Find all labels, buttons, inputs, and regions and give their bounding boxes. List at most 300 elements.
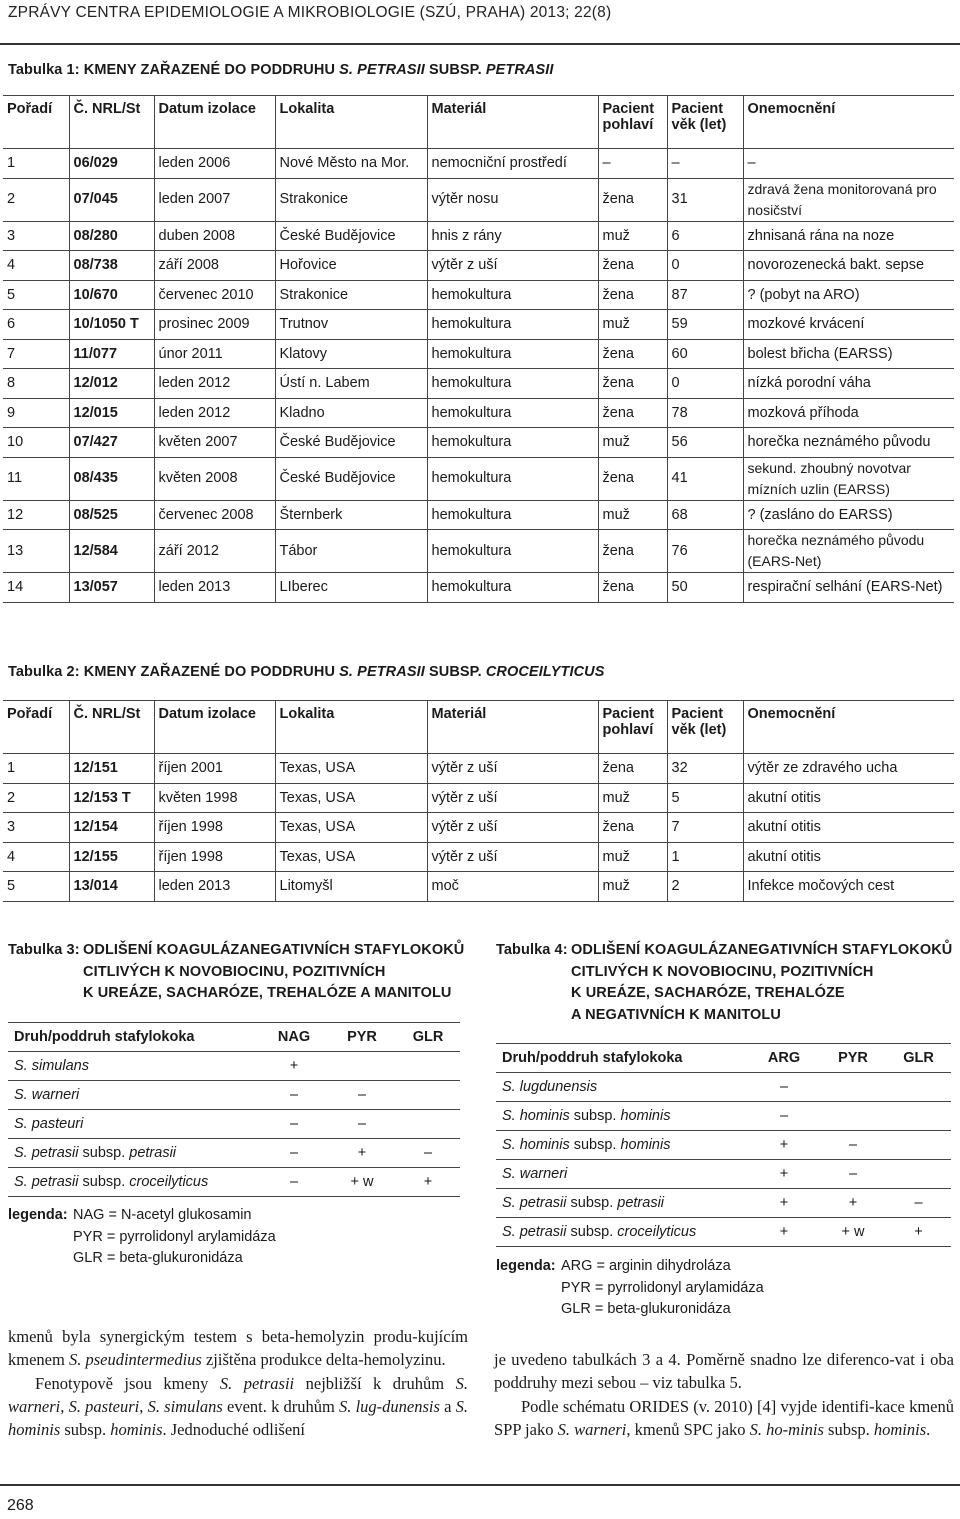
nrl-cell: 08/280	[69, 221, 154, 251]
subspecies-name: croceilyticus	[129, 1174, 209, 1190]
diagnosis-cell: akutní otitis	[743, 783, 954, 813]
diagnosis-cell: zdravá žena monitorovaná pro nosičství	[743, 178, 954, 221]
table-header-row	[3, 96, 954, 149]
nrl-cell: 08/525	[69, 500, 154, 530]
text-run: Fenotypově jsou kmeny	[35, 1373, 220, 1393]
text-run: nejbližší k druhům	[294, 1373, 456, 1393]
test-result-cell	[820, 1073, 886, 1102]
material-cell: výtěr z uší	[427, 813, 598, 843]
species-name: S. pseudintermedius	[68, 1350, 202, 1370]
age-cell: 31	[667, 178, 743, 221]
sex-cell: muž	[598, 310, 667, 340]
table-row	[496, 1160, 951, 1189]
location-cell: Texas, USA	[275, 754, 427, 784]
sex-cell: žena	[598, 369, 667, 399]
material-cell: hemokultura	[427, 530, 598, 573]
order-cell: 2	[3, 783, 69, 813]
material-cell: hemokultura	[427, 310, 598, 340]
nrl-cell: 12/153 T	[69, 783, 154, 813]
age-cell: 60	[667, 339, 743, 369]
table-row	[3, 783, 954, 813]
column-header: Pořadí	[3, 701, 69, 754]
material-cell: hemokultura	[427, 339, 598, 369]
diagnosis-cell: –	[743, 149, 954, 179]
table4-caption-line: ODLIŠENÍ KOAGULÁZANEGATIVNÍCH STAFYLOKOKŮ	[571, 942, 953, 958]
age-cell: 0	[667, 369, 743, 399]
species-name: S. warneri	[14, 1087, 80, 1103]
order-cell: 3	[3, 813, 69, 843]
test-result-cell: +	[396, 1168, 460, 1197]
table3-caption-line: K UREÁZE, SACHARÓZE, TREHALÓZE A MANITOLU	[83, 985, 452, 1001]
subspecies-name: hominis	[620, 1137, 671, 1153]
table2	[3, 700, 954, 902]
table4-caption-line: A NEGATIVNÍCH K MANITOLU	[571, 1006, 781, 1023]
location-cell: Ústí n. Labem	[275, 369, 427, 399]
date-cell: leden 2012	[154, 369, 275, 399]
column-header: Lokalita	[275, 96, 427, 149]
age-cell: 59	[667, 310, 743, 340]
column-header: NAG	[260, 1023, 328, 1052]
species-name: S. petrasii	[219, 1373, 295, 1393]
table-header-row	[3, 701, 954, 754]
header-rule	[0, 43, 960, 45]
date-cell: červenec 2008	[154, 500, 275, 530]
table-row	[496, 1073, 951, 1102]
date-cell: duben 2008	[154, 221, 275, 251]
order-cell: 4	[3, 842, 69, 872]
material-cell: hemokultura	[427, 369, 598, 399]
sex-cell: muž	[598, 842, 667, 872]
order-cell: 14	[3, 573, 69, 603]
nrl-cell: 12/012	[69, 369, 154, 399]
body-paragraph	[494, 1395, 954, 1442]
order-cell: 7	[3, 339, 69, 369]
legend-line: NAG = N-acetyl glukosamin	[73, 1207, 252, 1223]
table2-caption-subsp: SUBSP.	[424, 664, 486, 680]
location-cell: Texas, USA	[275, 783, 427, 813]
subspecies-name: petrasii	[617, 1195, 665, 1211]
age-cell: 0	[667, 251, 743, 281]
column-header: Datum izolace	[154, 96, 275, 149]
date-cell: květen 1998	[154, 783, 275, 813]
test-result-cell: –	[748, 1102, 820, 1131]
location-cell: Tábor	[275, 530, 427, 573]
material-cell: hemokultura	[427, 428, 598, 458]
body-paragraph	[8, 1372, 468, 1442]
test-result-cell: –	[820, 1160, 886, 1189]
age-cell: 56	[667, 428, 743, 458]
species-cell	[496, 1218, 748, 1247]
sex-cell: žena	[598, 280, 667, 310]
order-cell: 4	[3, 251, 69, 281]
table2-caption	[8, 664, 605, 680]
table-row	[3, 398, 954, 428]
diagnosis-cell: nízká porodní váha	[743, 369, 954, 399]
species-cell	[8, 1081, 260, 1110]
diagnosis-cell: novorozenecká bakt. sepse	[743, 251, 954, 281]
test-result-cell: –	[328, 1081, 396, 1110]
species-name: S. warneri	[557, 1419, 627, 1439]
subspecies-name: croceilyticus	[617, 1224, 697, 1240]
order-cell: 1	[3, 149, 69, 179]
text-run: . Jednoduché odlišení	[162, 1420, 306, 1440]
nrl-cell: 11/077	[69, 339, 154, 369]
table-row	[3, 813, 954, 843]
table1-caption-species: S. PETRASII	[339, 62, 425, 78]
text-run: , kmenů SPC jako	[626, 1419, 750, 1439]
text-run: event. k druhům	[222, 1396, 340, 1416]
diagnosis-cell: horečka neznámého původu	[743, 428, 954, 458]
table1-caption-subsp: SUBSP.	[424, 62, 486, 78]
material-cell: výtěr z uší	[427, 754, 598, 784]
location-cell: LIberec	[275, 573, 427, 603]
material-cell: výtěr z uší	[427, 251, 598, 281]
species-name: S. petrasii	[502, 1195, 567, 1211]
species-cell	[496, 1189, 748, 1218]
table-row	[8, 1139, 460, 1168]
table2-caption-species: S. PETRASII	[339, 664, 425, 680]
location-cell: Šternberk	[275, 500, 427, 530]
species-name: S. hominis	[502, 1137, 570, 1153]
column-header: Materiál	[427, 701, 598, 754]
nrl-cell: 12/015	[69, 398, 154, 428]
text-run: zjištěna produkce delta-hemolyzinu.	[201, 1350, 446, 1370]
table-row	[3, 339, 954, 369]
legend-line: PYR = pyrrolidonyl arylamidáza	[561, 1279, 764, 1296]
location-cell: Strakonice	[275, 178, 427, 221]
column-header: Datum izolace	[154, 701, 275, 754]
material-cell: výtěr nosu	[427, 178, 598, 221]
order-cell: 5	[3, 872, 69, 902]
location-cell: Texas, USA	[275, 813, 427, 843]
age-cell: 41	[667, 457, 743, 500]
material-cell: výtěr z uší	[427, 783, 598, 813]
table-row	[3, 149, 954, 179]
diagnosis-cell: sekund. zhoubný novotvar mízních uzlin (EARSS)	[743, 457, 954, 500]
nrl-cell: 12/155	[69, 842, 154, 872]
diagnosis-cell: bolest břicha (EARSS)	[743, 339, 954, 369]
test-result-cell: –	[886, 1189, 951, 1218]
test-result-cell: –	[260, 1168, 328, 1197]
running-header: ZPRÁVY CENTRA EPIDEMIOLOGIE A MIKROBIOLOGIE (SZÚ, PRAHA) 2013; 22(8)	[8, 4, 612, 21]
location-cell: Trutnov	[275, 310, 427, 340]
sex-cell: muž	[598, 500, 667, 530]
table-row	[3, 457, 954, 500]
test-result-cell: +	[260, 1052, 328, 1081]
date-cell: říjen 1998	[154, 813, 275, 843]
table4	[496, 1043, 951, 1247]
table-row	[8, 1110, 460, 1139]
sex-cell: žena	[598, 339, 667, 369]
date-cell: říjen 1998	[154, 842, 275, 872]
page-number: 268	[7, 1497, 34, 1514]
table-row	[3, 872, 954, 902]
nrl-cell: 10/670	[69, 280, 154, 310]
species-cell	[8, 1168, 260, 1197]
age-cell: 7	[667, 813, 743, 843]
species-name: S. petrasii	[14, 1174, 79, 1190]
test-result-cell: + w	[328, 1168, 396, 1197]
date-cell: květen 2008	[154, 457, 275, 500]
location-cell: České Budějovice	[275, 221, 427, 251]
date-cell: květen 2007	[154, 428, 275, 458]
sex-cell: žena	[598, 251, 667, 281]
table-header-row	[496, 1044, 951, 1073]
date-cell: leden 2013	[154, 573, 275, 603]
sex-cell: žena	[598, 754, 667, 784]
test-result-cell: –	[260, 1139, 328, 1168]
table1	[3, 95, 954, 603]
column-header: Č. NRL/St	[69, 96, 154, 149]
nrl-cell: 12/584	[69, 530, 154, 573]
test-result-cell: –	[748, 1073, 820, 1102]
age-cell: 2	[667, 872, 743, 902]
table-row	[3, 842, 954, 872]
order-cell: 9	[3, 398, 69, 428]
species-name: S. warneri	[502, 1166, 568, 1182]
test-result-cell: –	[820, 1131, 886, 1160]
text-run: kmenů byla synergickým testem s beta-hemolyzin produ-kujícím kmenem	[8, 1327, 468, 1370]
species-name: S. ho-minis	[749, 1419, 824, 1439]
age-cell: 5	[667, 783, 743, 813]
footer-rule	[0, 1484, 960, 1486]
subsp-label: subsp.	[78, 1145, 130, 1161]
sex-cell: muž	[598, 783, 667, 813]
material-cell: hemokultura	[427, 398, 598, 428]
order-cell: 6	[3, 310, 69, 340]
location-cell: Hořovice	[275, 251, 427, 281]
table-row	[3, 754, 954, 784]
diagnosis-cell: mozkové krvácení	[743, 310, 954, 340]
test-result-cell: +	[820, 1189, 886, 1218]
nrl-cell: 06/029	[69, 149, 154, 179]
sex-cell: žena	[598, 813, 667, 843]
legend-label: legenda:	[496, 1258, 556, 1274]
column-header: PYR	[820, 1044, 886, 1073]
text-run: a	[439, 1396, 456, 1416]
table4-caption-label: Tabulka 4:	[496, 942, 568, 958]
species-cell	[8, 1139, 260, 1168]
species-name: hominis	[110, 1420, 163, 1440]
order-cell: 10	[3, 428, 69, 458]
column-header: PYR	[328, 1023, 396, 1052]
test-result-cell: +	[748, 1189, 820, 1218]
body-text-right	[494, 1348, 954, 1441]
location-cell: České Budějovice	[275, 457, 427, 500]
column-header: Č. NRL/St	[69, 701, 154, 754]
table3	[8, 1022, 460, 1197]
order-cell: 5	[3, 280, 69, 310]
species-name: S. lug-dunensis	[339, 1396, 440, 1416]
nrl-cell: 07/427	[69, 428, 154, 458]
date-cell: leden 2007	[154, 178, 275, 221]
table-row	[3, 530, 954, 573]
diagnosis-cell: akutní otitis	[743, 813, 954, 843]
species-name: S. lugdunensis	[502, 1079, 598, 1095]
order-cell: 3	[3, 221, 69, 251]
table-row	[3, 178, 954, 221]
location-cell: Kladno	[275, 398, 427, 428]
species-name: S. hominis	[8, 1396, 469, 1440]
test-result-cell: –	[260, 1081, 328, 1110]
table3-caption-line: CITLIVÝCH K NOVOBIOCINU, POZITIVNÍCH	[83, 963, 386, 980]
date-cell: prosinec 2009	[154, 310, 275, 340]
body-paragraph: je uvedeno tabulkách 3 a 4. Poměrně snadno lze diferenco-vat i oba poddruhy mezi sebou – viz tabulka 5.	[494, 1350, 954, 1393]
nrl-cell: 12/151	[69, 754, 154, 784]
age-cell: 68	[667, 500, 743, 530]
table1-caption	[8, 62, 554, 78]
table-row	[8, 1168, 460, 1197]
text-run: Podle schématu ORIDES (v. 2010) [4] vyjde identifi-kace kmenů SPP jako	[494, 1396, 954, 1439]
sex-cell: žena	[598, 530, 667, 573]
age-cell: 87	[667, 280, 743, 310]
nrl-cell: 08/738	[69, 251, 154, 281]
legend-label: legenda:	[8, 1207, 68, 1223]
age-cell: 32	[667, 754, 743, 784]
column-header: Pacient věk (let)	[667, 701, 743, 754]
date-cell: září 2008	[154, 251, 275, 281]
diagnosis-cell: horečka neznámého původu (EARS-Net)	[743, 530, 954, 573]
location-cell: Strakonice	[275, 280, 427, 310]
order-cell: 13	[3, 530, 69, 573]
date-cell: říjen 2001	[154, 754, 275, 784]
sex-cell: žena	[598, 178, 667, 221]
test-result-cell: +	[748, 1160, 820, 1189]
species-name: S. petrasii	[502, 1224, 567, 1240]
legend-line: GLR = beta-glukuronidáza	[73, 1250, 243, 1266]
nrl-cell: 08/435	[69, 457, 154, 500]
test-result-cell: + w	[820, 1218, 886, 1247]
test-result-cell: –	[328, 1110, 396, 1139]
table-row	[3, 251, 954, 281]
sex-cell: muž	[598, 872, 667, 902]
table-row	[3, 428, 954, 458]
age-cell: 76	[667, 530, 743, 573]
text-run: ,	[139, 1396, 148, 1416]
date-cell: únor 2011	[154, 339, 275, 369]
age-cell: 50	[667, 573, 743, 603]
table-row	[8, 1052, 460, 1081]
table-row	[496, 1102, 951, 1131]
test-result-cell	[886, 1102, 951, 1131]
sex-cell: muž	[598, 221, 667, 251]
nrl-cell: 13/057	[69, 573, 154, 603]
location-cell: Litomyšl	[275, 872, 427, 902]
legend-line: ARG = arginin dihydroláza	[561, 1258, 731, 1274]
nrl-cell: 07/045	[69, 178, 154, 221]
date-cell: leden 2006	[154, 149, 275, 179]
species-cell	[496, 1102, 748, 1131]
table3-caption	[8, 940, 464, 1005]
table-row	[3, 221, 954, 251]
sex-cell: –	[598, 149, 667, 179]
test-result-cell	[328, 1052, 396, 1081]
table-row	[3, 500, 954, 530]
subsp-label: subsp.	[569, 1137, 621, 1153]
test-result-cell	[886, 1160, 951, 1189]
species-cell	[8, 1110, 260, 1139]
column-header: GLR	[396, 1023, 460, 1052]
location-cell: Klatovy	[275, 339, 427, 369]
date-cell: červenec 2010	[154, 280, 275, 310]
test-result-cell	[886, 1073, 951, 1102]
material-cell: výtěr z uší	[427, 842, 598, 872]
body-paragraph	[8, 1325, 468, 1372]
table3-caption-label: Tabulka 3:	[8, 942, 80, 958]
table-row	[496, 1189, 951, 1218]
diagnosis-cell: Infekce močových cest	[743, 872, 954, 902]
column-header: Druh/poddruh stafylokoka	[496, 1044, 748, 1073]
sex-cell: žena	[598, 573, 667, 603]
species-name: hominis	[873, 1419, 927, 1439]
text-run: subsp.	[60, 1420, 111, 1440]
test-result-cell: +	[328, 1139, 396, 1168]
sex-cell: žena	[598, 398, 667, 428]
table4-caption-line: K UREÁZE, SACHARÓZE, TREHALÓZE	[571, 985, 845, 1001]
table4-caption-line: CITLIVÝCH K NOVOBIOCINU, POZITIVNÍCH	[571, 963, 874, 980]
body-text-left	[8, 1325, 468, 1441]
test-result-cell: –	[260, 1110, 328, 1139]
species-cell	[496, 1131, 748, 1160]
material-cell: hemokultura	[427, 457, 598, 500]
nrl-cell: 13/014	[69, 872, 154, 902]
table3-caption-line: ODLIŠENÍ KOAGULÁZANEGATIVNÍCH STAFYLOKOKŮ	[83, 942, 465, 958]
text-run: ,	[60, 1396, 69, 1416]
sex-cell: žena	[598, 457, 667, 500]
species-cell	[496, 1073, 748, 1102]
diagnosis-cell: ? (pobyt na ARO)	[743, 280, 954, 310]
subsp-label: subsp.	[569, 1108, 621, 1124]
nrl-cell: 10/1050 T	[69, 310, 154, 340]
material-cell: nemocniční prostředí	[427, 149, 598, 179]
column-header: GLR	[886, 1044, 951, 1073]
table3-legend	[8, 1205, 276, 1270]
test-result-cell	[396, 1110, 460, 1139]
order-cell: 2	[3, 178, 69, 221]
table1-caption-pre: Tabulka 1: KMENY ZAŘAZENÉ DO PODDRUHU	[8, 62, 340, 78]
table-row	[496, 1131, 951, 1160]
date-cell: leden 2012	[154, 398, 275, 428]
location-cell: České Budějovice	[275, 428, 427, 458]
column-header: Onemocnění	[743, 701, 954, 754]
diagnosis-cell: respirační selhání (EARS-Net)	[743, 573, 954, 603]
subspecies-name: petrasii	[129, 1145, 177, 1161]
table-row	[3, 369, 954, 399]
age-cell: 6	[667, 221, 743, 251]
column-header: Pacient pohlaví	[598, 701, 667, 754]
material-cell: hnis z rány	[427, 221, 598, 251]
table-row	[496, 1218, 951, 1247]
order-cell: 1	[3, 754, 69, 784]
material-cell: moč	[427, 872, 598, 902]
column-header: Druh/poddruh stafylokoka	[8, 1023, 260, 1052]
test-result-cell	[396, 1081, 460, 1110]
order-cell: 11	[3, 457, 69, 500]
age-cell: 78	[667, 398, 743, 428]
species-name: S. warneri	[8, 1373, 468, 1416]
nrl-cell: 12/154	[69, 813, 154, 843]
test-result-cell	[396, 1052, 460, 1081]
diagnosis-cell: ? (zasláno do EARSS)	[743, 500, 954, 530]
table-row	[3, 280, 954, 310]
sex-cell: muž	[598, 428, 667, 458]
test-result-cell: +	[886, 1218, 951, 1247]
table4-legend	[496, 1256, 764, 1321]
test-result-cell	[820, 1102, 886, 1131]
species-name: S. hominis	[502, 1108, 570, 1124]
subsp-label: subsp.	[566, 1195, 618, 1211]
table-row	[3, 573, 954, 603]
